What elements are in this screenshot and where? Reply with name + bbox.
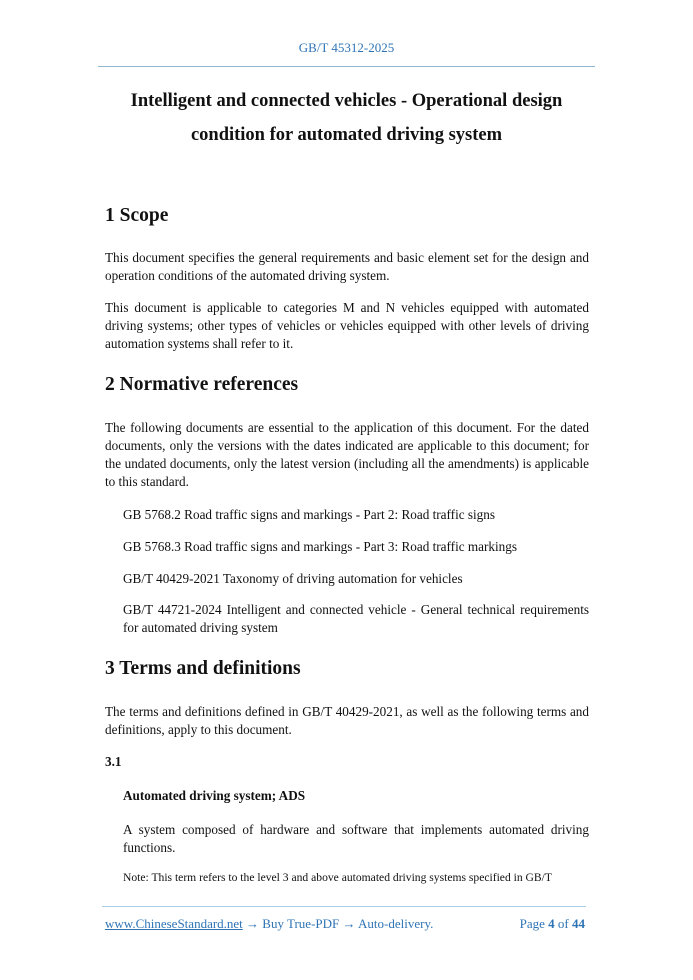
section-heading-terms: 3 Terms and definitions [105, 658, 301, 679]
term-number: 3.1 [105, 754, 122, 769]
section-heading-scope: 1 Scope [105, 205, 169, 226]
arrow-right-icon: → [246, 916, 260, 931]
buy-pdf-text: Buy True-PDF [262, 916, 340, 931]
header-doc-id: GB/T 45312-2025 [298, 40, 395, 55]
footer [105, 916, 585, 932]
term-name: Automated driving system; ADS [123, 788, 306, 803]
term-definition: A system composed of hardware and software that implements automated driving functions. [123, 822, 589, 855]
reference-item: GB/T 44721-2024 Intelligent and connected vehicle - General technical requirements for automated driving system [123, 602, 589, 635]
section-heading-normative-references: 2 Normative references [105, 374, 299, 395]
page-total: 44 [572, 916, 585, 931]
scope-paragraph-1: This document specifies the general requirements and basic element set for the design and operation conditions of the automated driving system. [105, 250, 589, 283]
header-divider [98, 66, 595, 67]
page-label: Page [519, 916, 545, 931]
reference-item: GB/T 40429-2021 Taxonomy of driving automation for vehicles [123, 571, 463, 586]
reference-item: GB 5768.3 Road traffic signs and markings - Part 3: Road traffic markings [123, 539, 517, 554]
normative-paragraph: The following documents are essential to the application of this document. For the dated documents, only the versions with the dates indicated are applicable to this document; for the undated documents, only the latest version (including all the amendments) is applicable to this standard. [105, 420, 589, 489]
term-note: Note: This term refers to the level 3 and above automated driving systems specified in GB/T [123, 871, 552, 884]
reference-item: GB 5768.2 Road traffic signs and markings - Part 2: Road traffic signs [123, 507, 496, 522]
website-link[interactable]: www.ChineseStandard.net [105, 916, 243, 931]
document-title [100, 84, 593, 152]
title-line-1: Intelligent and connected vehicles - Operational design [130, 91, 563, 111]
terms-paragraph: The terms and definitions defined in GB/T 40429-2021, as well as the following terms and definitions, apply to this document. [105, 704, 589, 737]
title-line-2: condition for automated driving system [190, 125, 503, 145]
auto-delivery-text: Auto-delivery. [358, 916, 434, 931]
page-number: 4 [548, 916, 555, 931]
page-indicator [520, 916, 585, 932]
arrow-right-icon: → [342, 916, 356, 931]
footer-divider [102, 906, 586, 907]
scope-paragraph-2: This document is applicable to categories M and N vehicles equipped with automated driving systems; other types of vehicles or vehicles equipped with other levels of driving automation systems shall refer to it. [105, 300, 589, 351]
of-label: of [557, 916, 569, 931]
